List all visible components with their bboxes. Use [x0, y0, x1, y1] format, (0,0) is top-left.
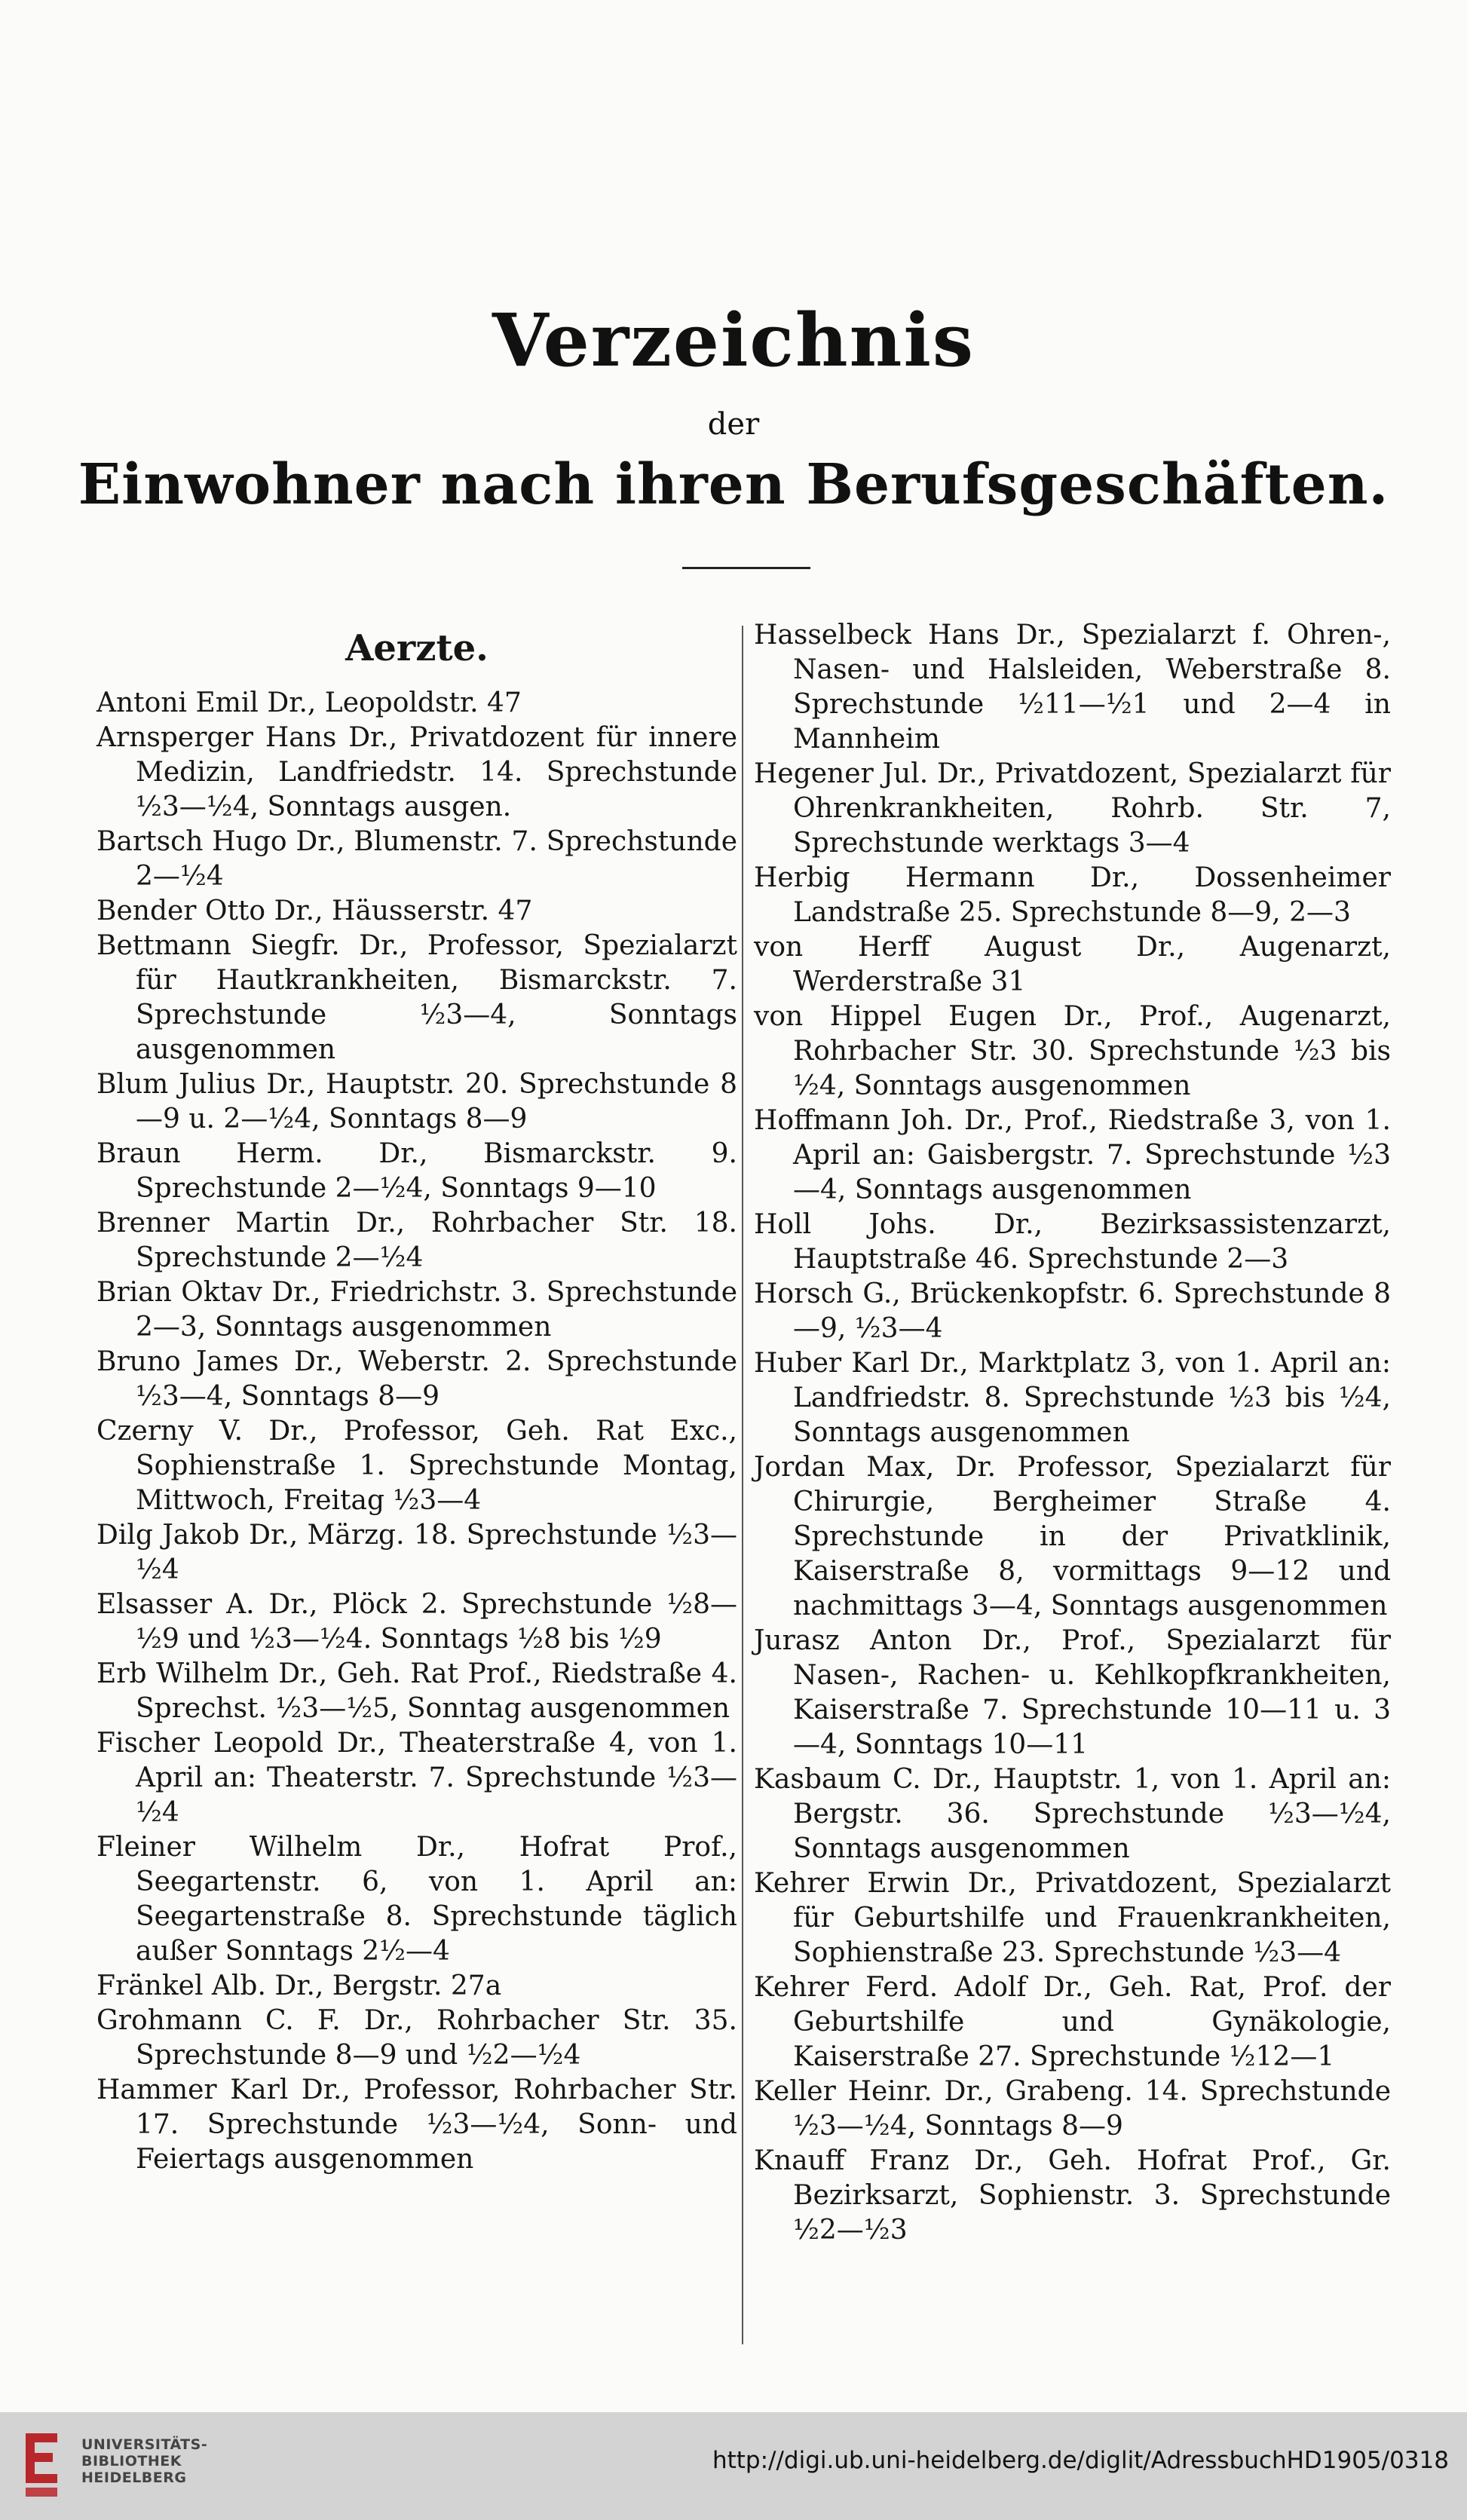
- directory-entry: Dilg Jakob Dr., Märzg. 18. Sprechstunde ½3—½4: [96, 1520, 737, 1585]
- directory-entry: Herbig Hermann Dr., Dossenheimer Landstraße 25. Sprechstunde 8—9, 2—3: [754, 862, 1391, 928]
- directory-entry: Fränkel Alb. Dr., Bergstr. 27a: [96, 1970, 502, 2001]
- directory-entry: Hegener Jul. Dr., Privatdozent, Spezialarzt für Ohrenkrankheiten, Rohrb. Str. 7, Sprechstunde werktags 3—4: [754, 758, 1391, 859]
- directory-entry: Jurasz Anton Dr., Prof., Spezialarzt für Nasen-, Rachen- u. Kehlkopfkrankheiten, Kaiserstraße 7. Sprechstunde 10—11 u. 3—4, Sonntags 10—11: [754, 1625, 1391, 1760]
- directory-entry: Hoffmann Joh. Dr., Prof., Riedstraße 3, von 1. April an: Gaisbergstr. 7. Sprechstunde ½3—4, Sonntags ausgenommen: [754, 1105, 1391, 1205]
- directory-entry: Bettmann Siegfr. Dr., Professor, Spezialarzt für Hautkrankheiten, Bismarckstr. 7. Sprechstunde ½3—4, Sonntags ausgenommen: [96, 930, 737, 1065]
- directory-entry: Horsch G., Brückenkopfstr. 6. Sprechstunde 8—9, ½3—4: [754, 1278, 1391, 1344]
- directory-entry: Kehrer Erwin Dr., Privatdozent, Spezialarzt für Geburtshilfe und Frauenkrankheiten, Sophienstraße 23. Sprechstunde ½3—4: [754, 1868, 1391, 1968]
- directory-entry: Keller Heinr. Dr., Grabeng. 14. Sprechstunde ½3—½4, Sonntags 8—9: [754, 2076, 1391, 2142]
- directory-entry: Fleiner Wilhelm Dr., Hofrat Prof., Seegartenstr. 6, von 1. April an: Seegartenstraße 8. Sprechstunde täglich außer Sonntags 2½—4: [96, 1832, 737, 1967]
- directory-entry: Holl Johs. Dr., Bezirksassistenzarzt, Hauptstraße 46. Sprechstunde 2—3: [754, 1209, 1391, 1275]
- library-name: [81, 2436, 207, 2486]
- directory-entry: von Hippel Eugen Dr., Prof., Augenarzt, Rohrbacher Str. 30. Sprechstunde ½3 bis ½4, Sonntags ausgenommen: [754, 1001, 1391, 1101]
- directory-entry: Kehrer Ferd. Adolf Dr., Geh. Rat, Prof. der Geburtshilfe und Gynäkologie, Kaiserstraße 27. Sprechstunde ½12—1: [754, 1972, 1391, 2072]
- directory-entry: Grohmann C. F. Dr., Rohrbacher Str. 35. Sprechstunde 8—9 und ½2—½4: [96, 2005, 737, 2071]
- directory-entry: Knauff Franz Dr., Geh. Hofrat Prof., Gr. Bezirksarzt, Sophienstr. 3. Sprechstunde ½2—½3: [754, 2145, 1391, 2246]
- permalink-url[interactable]: http://digi.ub.uni-heidelberg.de/diglit/AdressbuchHD1905/0318: [712, 2447, 1449, 2474]
- directory-entry: Antoni Emil Dr., Leopoldstr. 47: [96, 687, 522, 718]
- left-column: [96, 618, 737, 2177]
- library-name-line: HEIDELBERG: [81, 2469, 187, 2486]
- title-divider: [682, 567, 810, 569]
- viewer-footer: [0, 2412, 1467, 2520]
- library-logo-icon: [18, 2427, 65, 2503]
- directory-entry: Bartsch Hugo Dr., Blumenstr. 7. Sprechstunde 2—½4: [96, 826, 737, 892]
- directory-entry: Czerny V. Dr., Professor, Geh. Rat Exc., Sophienstraße 1. Sprechstunde Montag, Mittwoch, Freitag ½3—4: [96, 1416, 737, 1516]
- directory-entry: Erb Wilhelm Dr., Geh. Rat Prof., Riedstraße 4. Sprechst. ½3—½5, Sonntag ausgenommen: [96, 1658, 737, 1724]
- page-subtitle: Einwohner nach ihren Berufsgeschäften.: [78, 452, 1389, 517]
- directory-entry: Elsasser A. Dr., Plöck 2. Sprechstunde ½8—½9 und ½3—½4. Sonntags ½8 bis ½9: [96, 1589, 737, 1655]
- right-column: [754, 618, 1391, 2248]
- directory-entry: Bruno James Dr., Weberstr. 2. Sprechstunde ½3—4, Sonntags 8—9: [96, 1346, 737, 1412]
- library-name-line: BIBLIOTHEK: [81, 2453, 182, 2469]
- directory-entry: Brian Oktav Dr., Friedrichstr. 3. Sprechstunde 2—3, Sonntags ausgenommen: [96, 1277, 737, 1343]
- directory-entry: Hammer Karl Dr., Professor, Rohrbacher Str. 17. Sprechstunde ½3—½4, Sonn- und Feiertags ausgenommen: [96, 2074, 737, 2175]
- directory-entry: Jordan Max, Dr. Professor, Spezialarzt für Chirurgie, Bergheimer Straße 4. Sprechstunde in der Privatklinik, Kaiserstraße 8, vormittags 9—12 und nachmittags 3—4, Sonntags ausgenommen: [754, 1452, 1391, 1621]
- directory-entry: Bender Otto Dr., Häusserstr. 47: [96, 896, 533, 926]
- page-title: Verzeichnis: [492, 298, 975, 383]
- directory-entry: Huber Karl Dr., Marktplatz 3, von 1. April an: Landfriedstr. 8. Sprechstunde ½3 bis ½4, Sonntags ausgenommen: [754, 1348, 1391, 1448]
- directory-entry: von Herff August Dr., Augenarzt, Werderstraße 31: [754, 932, 1391, 997]
- title-connector: der: [707, 407, 760, 442]
- directory-entry: Blum Julius Dr., Hauptstr. 20. Sprechstunde 8—9 u. 2—½4, Sonntags 8—9: [96, 1069, 737, 1134]
- directory-entry: Fischer Leopold Dr., Theaterstraße 4, von 1. April an: Theaterstr. 7. Sprechstunde ½3—½4: [96, 1728, 737, 1828]
- section-heading: Aerzte.: [345, 627, 488, 669]
- directory-entry: Brenner Martin Dr., Rohrbacher Str. 18. Sprechstunde 2—½4: [96, 1208, 737, 1273]
- directory-entry: Arnsperger Hans Dr., Privatdozent für innere Medizin, Landfriedstr. 14. Sprechstunde ½3—½4, Sonntags ausgen.: [96, 722, 737, 822]
- directory-entry: Kasbaum C. Dr., Hauptstr. 1, von 1. April an: Bergstr. 36. Sprechstunde ½3—½4, Sonntags ausgenommen: [754, 1764, 1391, 1864]
- library-name-line: UNIVERSITÄTS-: [81, 2436, 208, 2453]
- column-divider: [742, 626, 743, 2344]
- directory-entry: Hasselbeck Hans Dr., Spezialarzt f. Ohren-, Nasen- und Halsleiden, Weberstraße 8. Sprechstunde ½11—½1 und 2—4 in Mannheim: [754, 620, 1391, 755]
- directory-entry: Braun Herm. Dr., Bismarckstr. 9. Sprechstunde 2—½4, Sonntags 9—10: [96, 1138, 737, 1204]
